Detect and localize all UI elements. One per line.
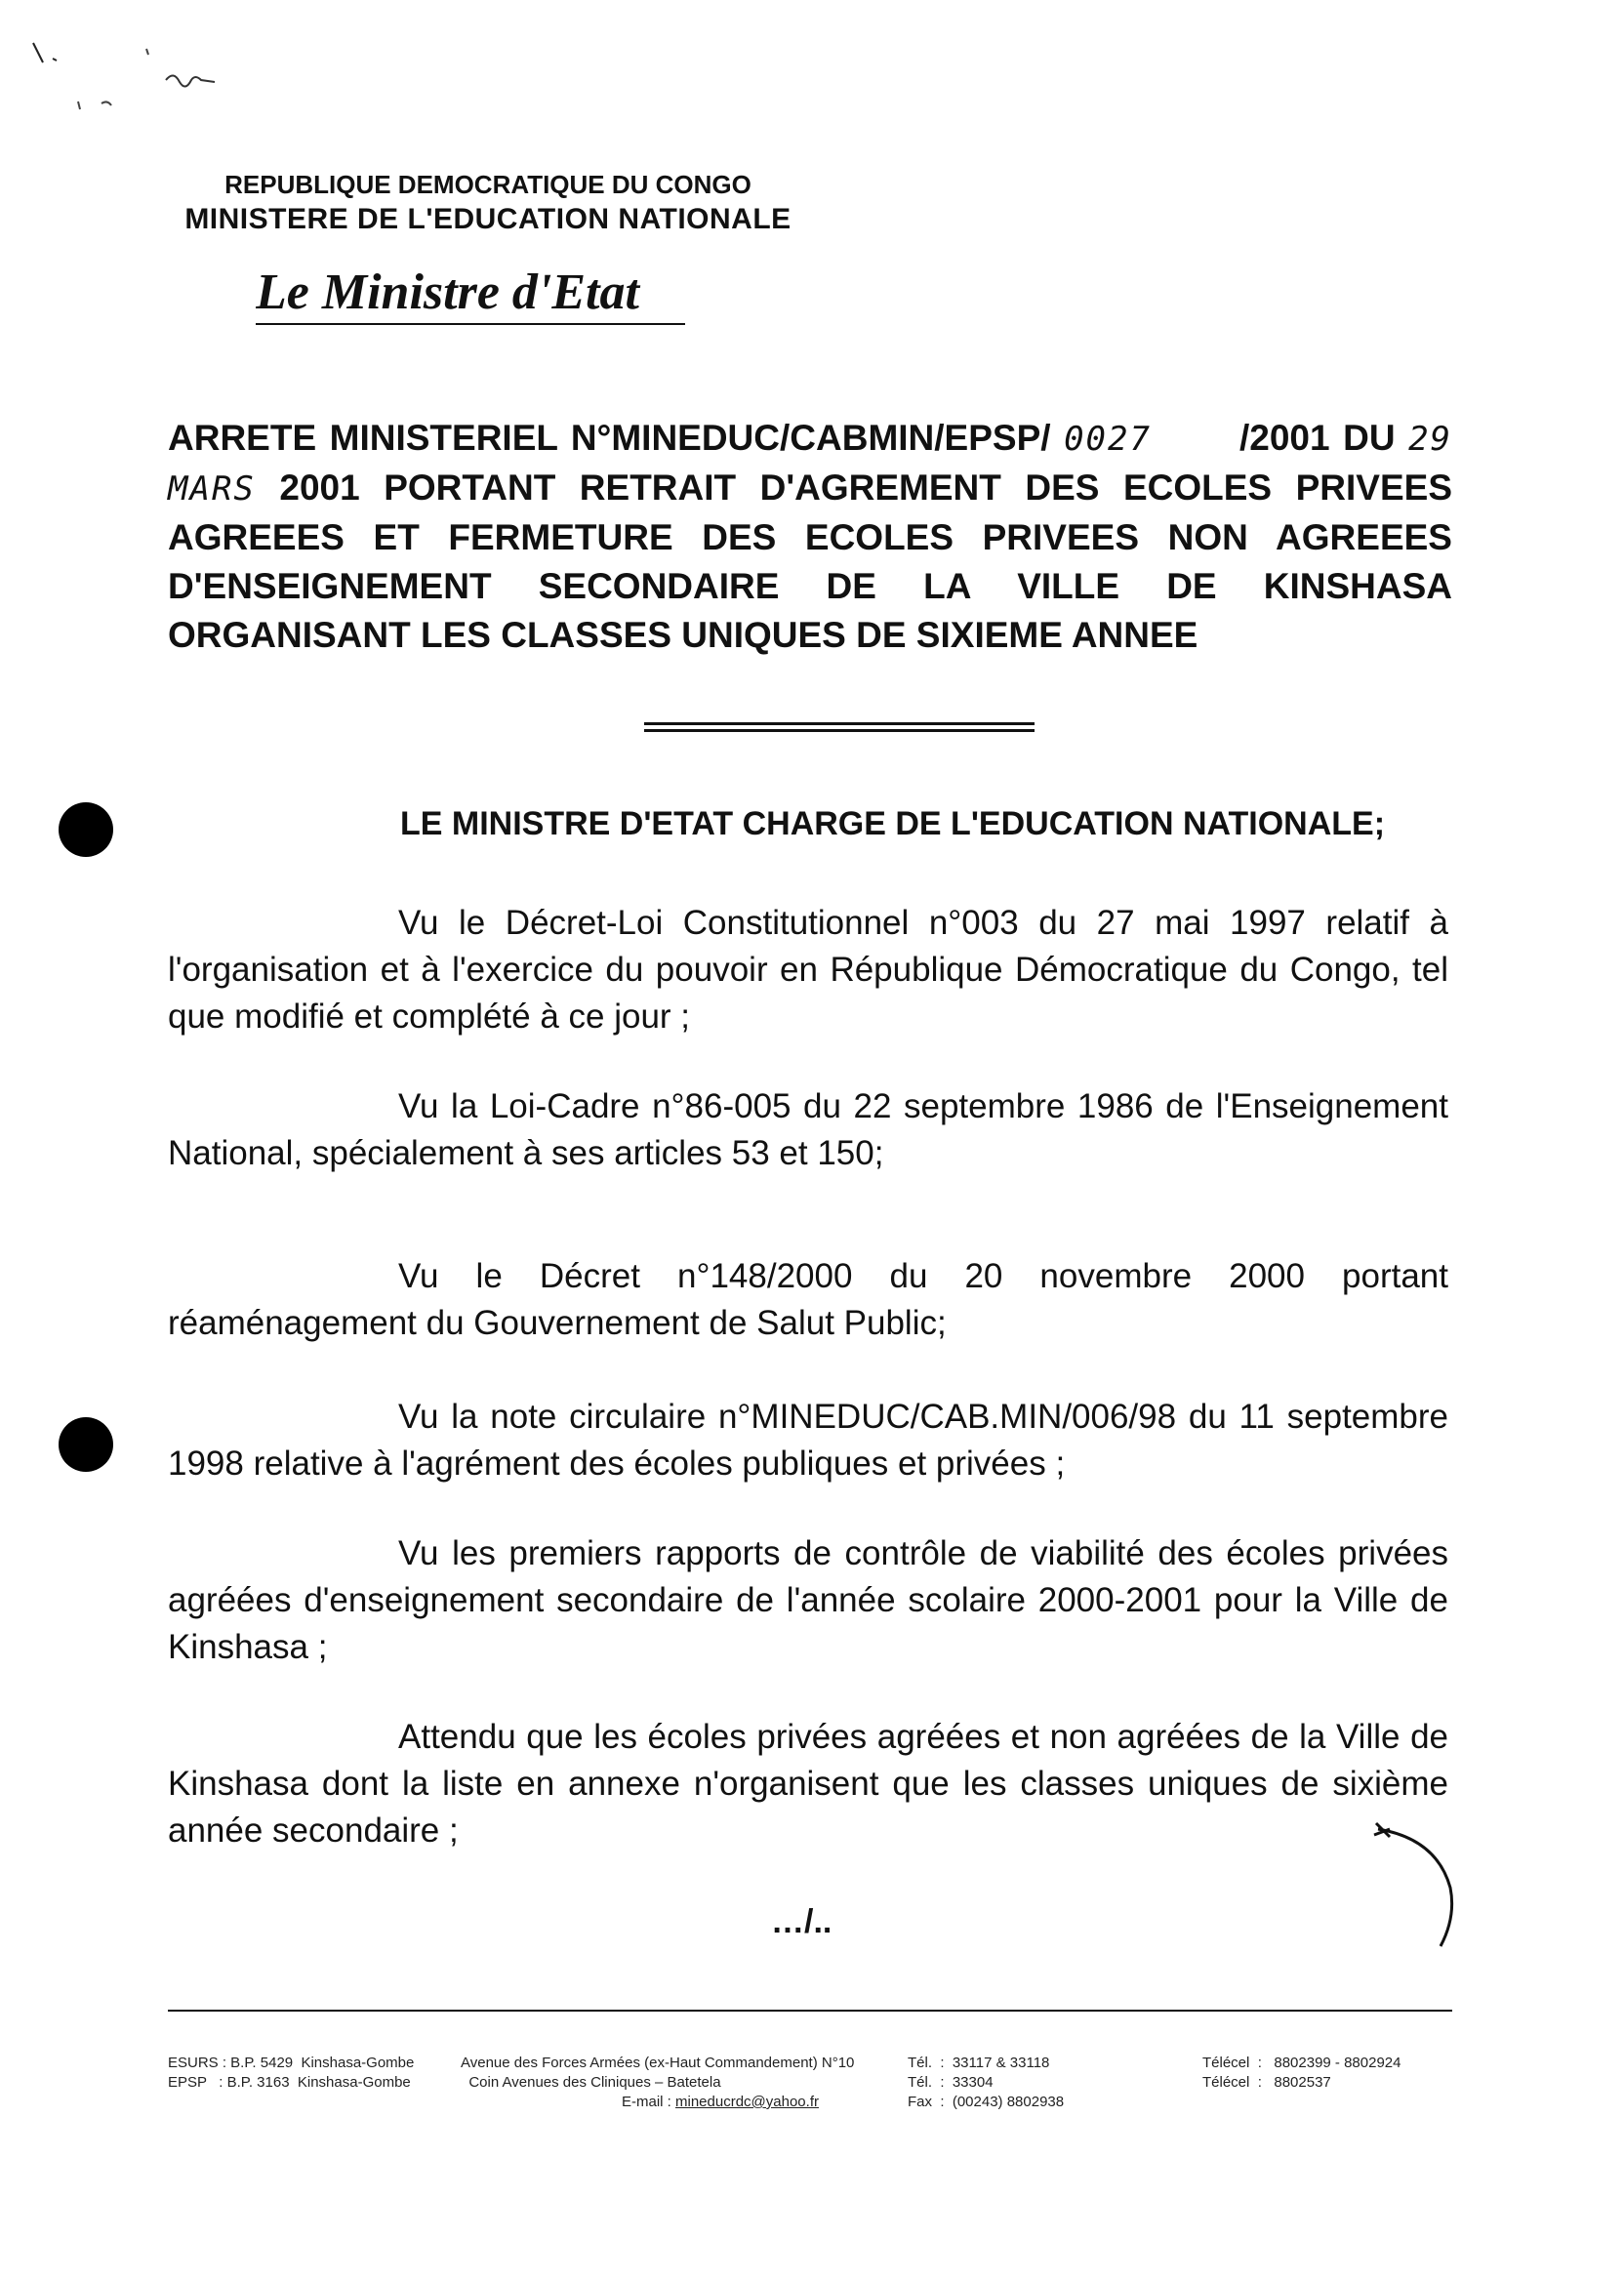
title-part1: ARRETE MINISTERIEL N°MINEDUC/CABMIN/EPSP/ (168, 418, 1051, 458)
paragraph-note-circulaire: Vu la note circulaire n°MINEDUC/CAB.MIN/006/98 du 11 septembre 1998 relative à l'agrément des écoles publiques et privées ; (168, 1398, 1448, 1483)
footer-corner: Coin Avenues des Cliniques – Batetela (461, 2074, 721, 2091)
footer-telecel-1: Télécel : 8802399 - 8802924 (1202, 2055, 1401, 2071)
letterhead (166, 168, 810, 238)
footer-email-line (461, 2093, 854, 2112)
paragraph-attendu: Attendu que les écoles privées agréées et non agréées de la Ville de Kinshasa dont la liste en annexe n'organisent que les classes uniques de sixième année secondaire ; (168, 1718, 1448, 1850)
paragraph-decret: Vu le Décret n°148/2000 du 20 novembre 2000 portant réaménagement du Gouvernement de Salut Public; (168, 1257, 1448, 1342)
footer-epsp: EPSP : B.P. 3163 Kinshasa-Gombe (168, 2074, 411, 2091)
footer-addresses (168, 2054, 414, 2093)
paragraph-decree-loi: Vu le Décret-Loi Constitutionnel n°003 du 27 mai 1997 relatif à l'organisation et à l'exercice du pouvoir en République Démocratique du Congo, tel que modifié et complété à ce jour ; (168, 904, 1448, 1036)
paragraph-loi-cadre: Vu la Loi-Cadre n°86-005 du 22 septembre 1986 de l'Enseignement National, spécialement à ses articles 53 et 150; (168, 1087, 1448, 1172)
svg-text:Le Ministre d'Etat: Le Ministre d'Etat (256, 265, 639, 320)
decree-title (168, 414, 1452, 660)
footer-esurs: ESURS : B.P. 5429 Kinshasa-Gombe (168, 2055, 415, 2071)
footer-rule (168, 2010, 1452, 2012)
footer-phones (908, 2054, 1064, 2112)
republic-name: REPUBLIQUE DEMOCRATIQUE DU CONGO (224, 170, 751, 199)
handwritten-date: 29 MARS (168, 420, 1453, 509)
email-link[interactable]: mineducrdc@yahoo.fr (675, 2094, 819, 2110)
handwritten-marks (20, 20, 234, 127)
title-part3: DU (1343, 418, 1396, 458)
footer-telecel-2: Télécel : 8802537 (1202, 2074, 1331, 2091)
punch-hole-top (59, 802, 113, 857)
ministry-name: MINISTERE DE L'EDUCATION NATIONALE (184, 203, 792, 235)
continued-marker: …/.. (771, 1903, 832, 1940)
title-part2: /2001 (1238, 418, 1330, 458)
handwritten-number: 0027 (1064, 420, 1152, 459)
footer-avenue: Avenue des Forces Armées (ex-Haut Commandement) N°10 (461, 2055, 855, 2071)
minister-heading: LE MINISTRE D'ETAT CHARGE DE L'EDUCATION NATIONALE; (400, 805, 1386, 842)
handwritten-checkmark (1366, 1815, 1464, 1952)
minister-script-title (256, 262, 695, 332)
footer-telecel (1202, 2054, 1401, 2093)
footer-fax: Fax : (00243) 8802938 (908, 2094, 1065, 2110)
punch-hole-bottom (59, 1417, 113, 1472)
email-label: E-mail : (622, 2094, 676, 2110)
double-rule-divider (644, 722, 1035, 736)
title-part4: 2001 PORTANT RETRAIT D'AGREMENT DES ECOLES PRIVEES AGREEES ET FERMETURE DES ECOLES PRIVEES NON AGREEES D'ENSEIGNEMENT SECONDAIRE DE LA VILLE DE KINSHASA ORGANISANT LES CLASSES UNIQUES DE SIXIEME ANNEE (168, 468, 1453, 655)
footer-tel-1: Tél. : 33117 & 33118 (908, 2055, 1050, 2071)
footer-tel-2: Tél. : 33304 (908, 2074, 994, 2091)
paragraph-rapports: Vu les premiers rapports de contrôle de viabilité des écoles privées agréées d'enseignement secondaire de l'année scolaire 2000-2001 pour la Ville de Kinshasa ; (168, 1534, 1448, 1666)
footer-street (461, 2054, 854, 2112)
